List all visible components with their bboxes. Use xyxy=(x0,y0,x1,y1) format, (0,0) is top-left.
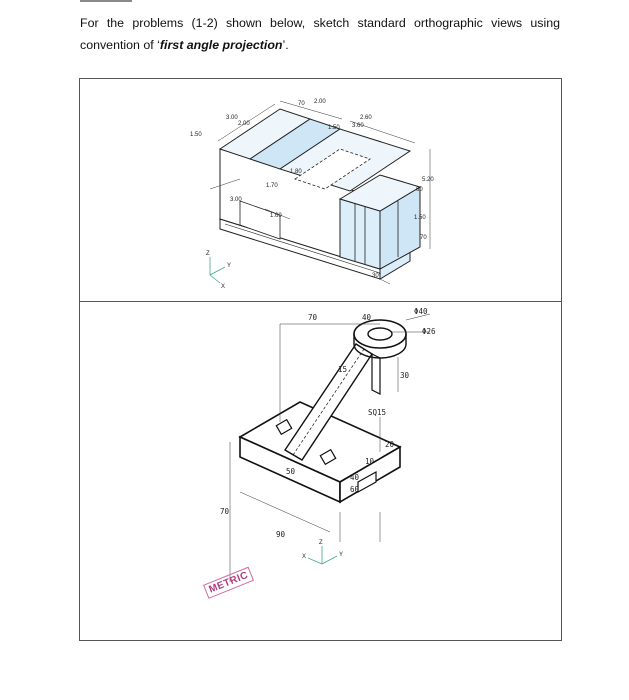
p2-dim-sq15: SQ15 xyxy=(368,408,387,417)
p1-dim-150-right: 1.50 xyxy=(414,215,426,221)
problem-1-drawing xyxy=(80,79,563,301)
p1-dim-angle-30: 30° xyxy=(372,273,382,279)
p2-dim-40-bottom: 40 xyxy=(350,473,360,482)
p2-axis-x: X xyxy=(302,554,307,560)
p2-support xyxy=(372,354,380,394)
p2-dim-phi26: Φ26 xyxy=(422,327,436,336)
p1-dim-150-top: 1.50 xyxy=(328,125,340,131)
p1-dim-300: 3.00 xyxy=(226,115,238,121)
p2-dim-40-top: 40 xyxy=(362,313,372,322)
p2-dim-60-bottom: 60 xyxy=(350,485,360,494)
p1-dim-150-left: 1.50 xyxy=(190,132,202,138)
p2-axis-triad xyxy=(308,546,337,564)
p1-dim-200-left: 2.00 xyxy=(238,121,250,127)
instruction-text xyxy=(80,12,560,56)
metric-stamp: METRIC xyxy=(203,567,254,599)
p1-dim-70-right: 70 xyxy=(420,235,427,241)
p1-dim-170: 1.70 xyxy=(266,183,278,189)
p2-dim-30: 30 xyxy=(400,371,410,380)
problems-frame xyxy=(79,78,562,641)
p2-axis-z: Z xyxy=(319,540,323,546)
problem-2-panel xyxy=(80,302,561,640)
problem-2-drawing xyxy=(80,302,563,640)
p2-dim-20: 20 xyxy=(385,440,395,449)
p2-dim-90: 90 xyxy=(276,530,286,539)
p1-dim-70-top: 70 xyxy=(298,101,305,107)
p1-axis-triad xyxy=(210,257,225,283)
p2-dim-70-left: 70 xyxy=(220,507,230,516)
instruction-emphasis: first angle projection xyxy=(159,38,283,52)
p1-dim-160: 1.60 xyxy=(270,213,282,219)
p1-dim-360: 3.60 xyxy=(352,123,364,129)
p2-dim-phi40: Φ40 xyxy=(414,307,428,316)
p1-axis-z: Z xyxy=(206,251,210,257)
instruction-part1: For the problems (1-2) shown below, sketch standard orthographic views using convention of ‘ xyxy=(80,16,560,52)
p1-axis-y: Y xyxy=(227,263,232,269)
problem-1-panel xyxy=(80,79,561,301)
p1-axis-x: X xyxy=(221,284,226,290)
p1-dim-520: 5.20 xyxy=(422,177,434,183)
top-rule xyxy=(80,0,132,2)
p1-dim-200-top: 2.00 xyxy=(314,99,326,105)
p2-dim-50: 50 xyxy=(286,467,296,476)
p2-dim-10: 10 xyxy=(365,457,375,466)
p2-dim-15: 15 xyxy=(338,365,348,374)
p2-axis-y: Y xyxy=(339,552,344,558)
p1-dim-60: 60 xyxy=(416,187,423,193)
p2-boss-hole xyxy=(368,328,392,340)
p2-dim-70-top: 70 xyxy=(308,313,318,322)
p1-dim-300-left: 3.00 xyxy=(230,197,242,203)
p1-dim-260: 2.60 xyxy=(360,115,372,121)
p1-dim-180: 1.80 xyxy=(290,169,302,175)
instruction-part2: ’. xyxy=(282,38,289,52)
